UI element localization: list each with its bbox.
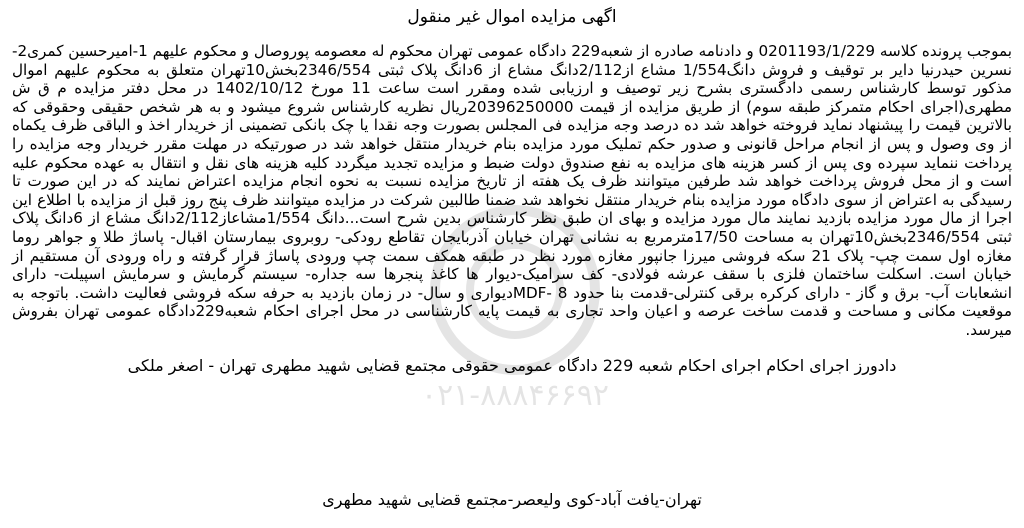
watermark-phone: ۰۲۱-۸۸۸۴۶۶۹۲ bbox=[420, 378, 610, 413]
notice-body-text: بموجب پرونده کلاسه 0201193/1/229 و دادنامه صادره از شعبه229 دادگاه عمومی تهران محکوم له معصومه پوروصال و محکوم علیهم 1-امیرحسین کمری2-نسرین حیدرنیا دایر بر توقیف و فروش دانگ1/554 مشاع از2/112دانگ مشاع از 6دانگ پلاک ثبتی 2346/554بخش10تهران متعلق به محکوم علیهم اموال مذکور توسط کارشناس رسمی دادگستری بشرح زیر توصیف و ارزیابی شده ومقرر است ساعت 11 مورخ 1402/10/12 در محل دفتر مزایده م ق ش مطهری(اجرای احکام متمرکز طبقه سوم) از طریق مزایده از قیمت 20396250000ریال نظریه کارشناس شروع میشود و به هر شخص حقیقی وحقوقی که بالاترین قیمت را پیشنهاد نماید فروخته خواهد شد ده درصد وجه مزایده فی المجلس بصورت وجه نقدا یا چک بانکی تضمینی از خریدار اخذ و الباقی ظرف یکماه از وی وصول و پس از انجام مراحل قانونی و صدور حکم تملیک مورد مزایده بنام خریدار منتقل خواهد شد در صورتیکه در مهلت مقرر خریدار وجه مزایده را پرداخت ننماید سپرده وی پس از کسر هزینه های مزایده به نفع صندوق دولت ضبط و مزایده تجدید میگردد کلیه هزینه های نقل و انتقال به عهده محکوم علیه است و از محل فروش پرداخت خواهد شد طرفین میتوانند ظرف یک هفته از تاریخ مزایده نسبت به نحوه انجام مزایده اعتراض نمایند که در این صورت تا رسیدگی به اعتراض از سوی دادگاه مورد مزایده بنام خریدار منتقل نخواهد شد ضمنا طالبین شرکت در مزایده میتوانند ظرف پنج روز قبل از مزایده با اطلاع این اجرا از مال مورد مزایده بازدید نمایند مال مورد مزایده و بهای ان طبق نظر کارشناس بدین شرح است...دانگ 1/554مشاعاز2/112دانگ مشاع از 6دانگ پلاک ثبتی 2346/554بخش10تهران به مساحت 17/50مترمربع به نشانی تهران خیابان آذربایجان تقاطع رودکی- روبروی بیمارستان اقبال- پاساژ طلا و جواهر روما مغازه اول سمت چپ- پلاک 21 سکه فروشی میرزا جانپور مغازه مورد نظر در طبقه همکف سمت چپ ورودی پاساژ قرار گرفته و راه ورودی آن مستقیم از خیابان است. اسکلت ساختمان فلزی با سقف عرشه فولادی- کف سرامیک-دیوار ها کاغذ پنجرها سه جداره- سیستم گرمایش و سرمایش اسپیلت- دارای انشعابات آب- برق و گاز - دارای کرکره برقی کنترلی-قدمت بنا حدود 8 -MDFدیواری و سال- در زمان بازدید به حرفه سکه فروشی فعالیت داشت. باتوجه به موقعیت مکانی و مساحت و قدمت ساخت عرصه و اعیان واحد تجاری به قیمت پایه کارشناسی در محل اجرای احکام شعبه229دادگاه عمومی تهران بفروش میرسد. bbox=[12, 42, 1012, 339]
notice-signature: دادورز اجرای احکام اجرای احکام شعبه 229 دادگاه عمومی حقوقی مجتمع قضایی شهید مطهری تهران - اصغر ملکی bbox=[127, 355, 897, 375]
notice-body bbox=[12, 42, 1012, 340]
notice-address: تهران-یافت آباد-کوی ولیعصر-مجتمع قضایی شهید مطهری bbox=[322, 490, 702, 509]
notice-title: اگهی مزایده اموال غیر منقول bbox=[407, 7, 617, 27]
